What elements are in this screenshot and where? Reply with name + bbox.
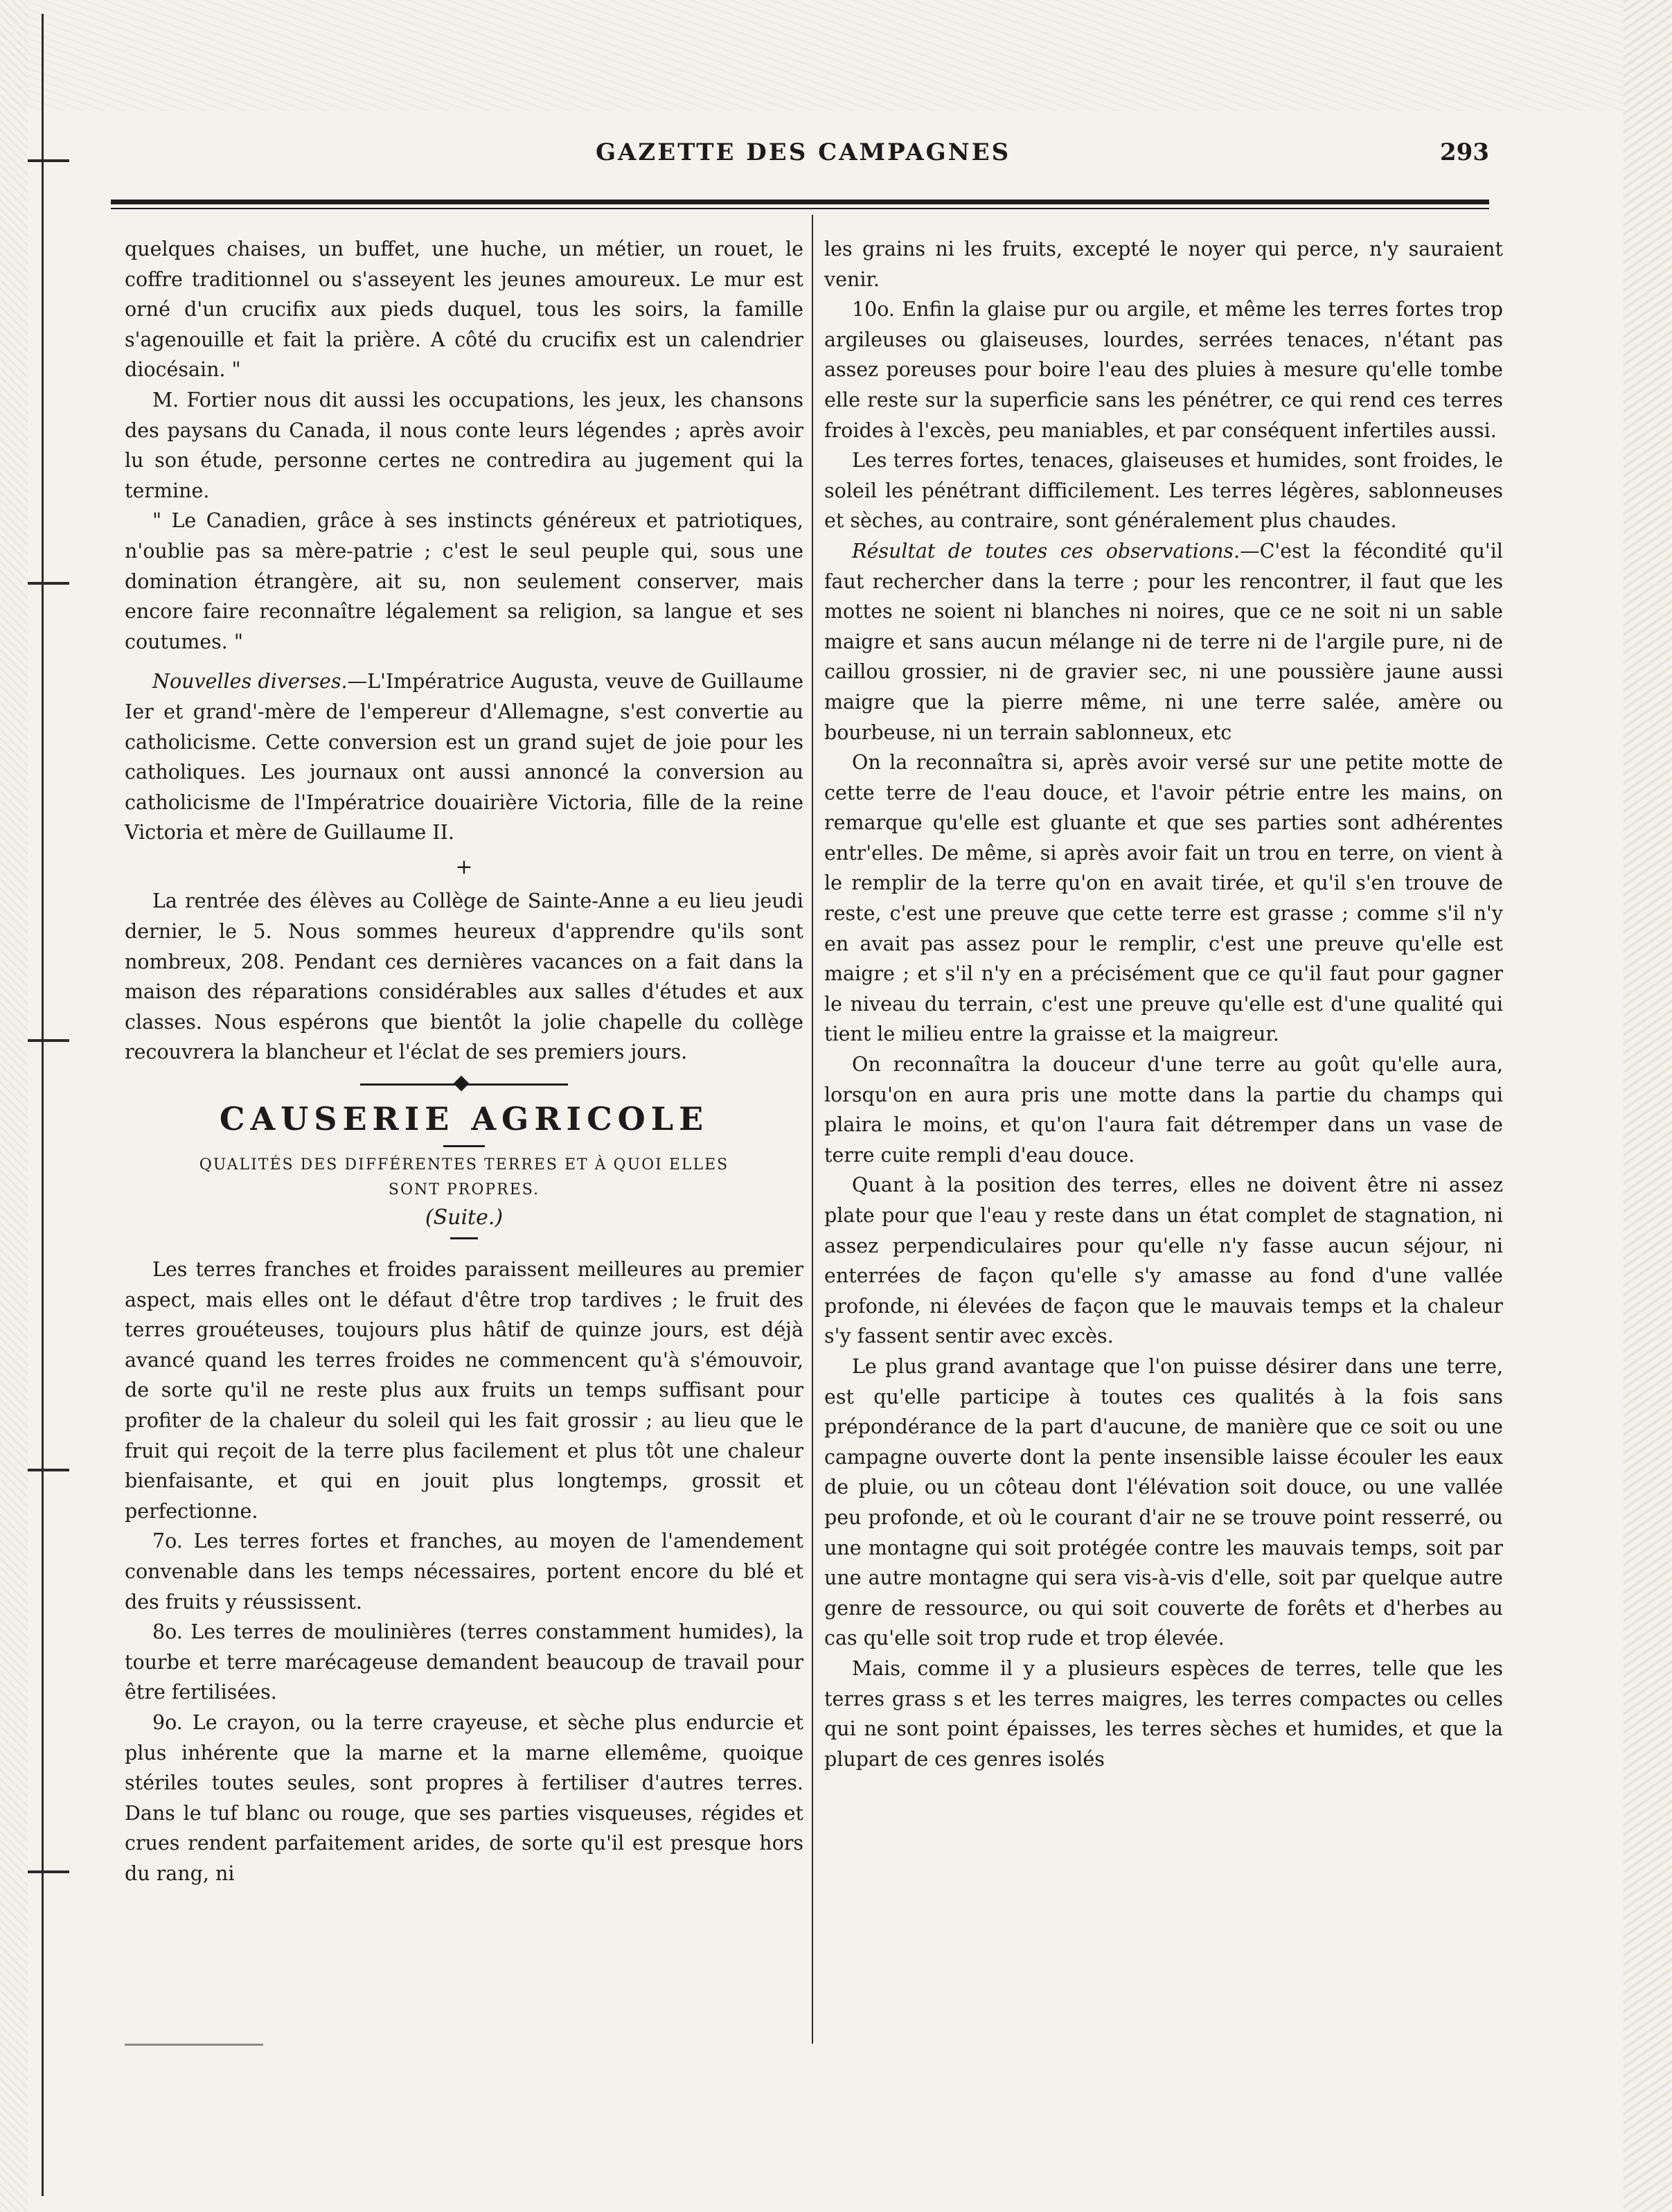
ornamental-rule [360,1077,568,1091]
paragraph: Les terres franches et froides paraissent meilleures au premier aspect, mais elles ont le défaut d'être trop tardives ; le fruit des terres grouéteuses, toujours plus hâtif de quinze jours, est déjà avancé quand les terres froides ne commencent qu'à s'émouvoir, de sorte qu'il ne reste plus aux fruits un temps suffisant pour profiter de la chaleur du soleil qui les fait grossir ; au lieu que le fruit qui reçoit de la terre plus facilement et plus tôt une chaleur bienfaisante, et qui en jouit plus longtemps, grossit et perfectionne. [125,1258,803,1523]
subheading: QUALITÉS DES DIFFÉRENTES TERRES ET À QUOI ELLES [199,1156,729,1174]
separator-cross: + [455,854,473,879]
page-header [111,139,1489,180]
paragraph: Les terres fortes, tenaces, glaiseuses et humides, sont froides, le soleil les pénétrant difficilement. Les terres légères, sablonneuses et sèches, au contraire, sont généralement plus chaudes. [824,449,1503,533]
column-divider [812,215,813,2044]
right-column [824,234,1503,1774]
paragraph: On reconnaîtra la douceur d'une terre au goût qu'elle aura, lorsqu'on en aura pris une motte dans la partie du champs qui plaira le moins, et qu'on l'aura fait détremper dans un vase de terre cuite rempli d'eau douce. [824,1053,1503,1167]
ornament-diamond [454,1076,470,1092]
paragraph: 7o. Les terres fortes et franches, au moyen de l'amendement convenable dans les temps nécessaires, portent encore du blé et des fruits y réussissent. [125,1530,803,1613]
section-dash [443,1145,485,1147]
header-rule-thin [111,208,1489,209]
left-column [125,234,803,1889]
header-rule-thick [111,200,1489,204]
section-dash [450,1237,478,1239]
page-number: 293 [1440,139,1489,166]
paragraph: Le plus grand avantage que l'on puisse désirer dans une terre, est qu'elle participe à toutes ces qualités à la fois sans prépondérance de la part d'aucune, de manière que ce soit ou une campagne ouverte dont la pente insensible laisse écouler les eaux de pluie, ou un côteau dont l'élévation soit douce, ou une vallée peu profonde, et où le courant d'air ne se trouve point resserré, ou une montagne qui soit protégée contre les mauvais temps, soit par une autre montagne qui sera vis-à-vis d'elle, soit par quelque autre genre de ressource, ou qui soit couverte de forêts et d'herbes au cas qu'elle soit trop rude et trop élevée. [824,1354,1503,1650]
paragraph: La rentrée des élèves au Collège de Sainte-Anne a eu lieu jeudi dernier, le 5. Nous sommes heureux d'apprendre qu'ils sont nombreux, 208. Pendant ces dernières vacances on a fait dans la maison des réparations considérables aux salles d'études et aux classes. Nous espérons que bientôt la jolie chapelle du collège recouvrera la blancheur et l'éclat de ses premiers jours. [125,890,803,1064]
binding-mark [28,159,69,162]
news-paragraph [125,666,803,848]
section-title: CAUSERIE AGRICOLE [219,1100,709,1138]
print-noise-top [0,0,1672,111]
binding-mark [28,582,69,585]
print-noise-left [0,0,28,2212]
paragraph: Mais, comme il y a plusieurs espèces de terres, telle que les terres grass s et les terres maigres, les terres compactes ou celles qui ne sont point épaisses, les terres sèches et humides, et que la plupart de ces genres isolés [824,1656,1503,1771]
print-noise-right [1624,0,1672,2212]
results-label: Résultat de toutes ces observations. [852,539,1240,563]
binding-mark [28,1870,69,1873]
subheading: SONT PROPRES. [388,1181,540,1199]
footer-mark [125,2044,263,2046]
paragraph: 10o. Enfin la glaise pur ou argile, et même les terres fortes trop argileuses ou glaiseuses, lourdes, serrées tenaces, n'étant pas assez poreuses pour boire l'eau des pluies à mesure qu'elle tombe elle reste sur la superficie sans les pénétrer, ce qui rend ces terres froides à l'excès, peu maniables, et par conséquent infertiles aussi. [824,298,1503,442]
news-label: Nouvelles diverses. [152,670,348,693]
paragraph: On la reconnaîtra si, après avoir versé sur une petite motte de cette terre de l'eau douce, et l'avoir pétrie entre les mains, on remarque qu'elle est gluante et que ses parties sont adhérentes entr'elles. De même, si après avoir fait un trou en terre, on vient à le remplir de la terre qu'on en avait tirée, et qu'il s'en trouve de reste, c'est une preuve que cette terre est grasse ; comme s'il n'y en avait pas assez pour le remplir, c'est une preuve qu'elle est maigre ; et s'il n'y en a précisément que ce qu'il faut pour gagner le niveau du terrain, c'est une preuve qu'elle est d'une qualité qui tient le milieu entre la graisse et la maigreur. [824,751,1503,1046]
paragraph: Quant à la position des terres, elles ne doivent être ni assez plate pour que l'eau y reste dans un état complet de stagnation, ni assez perpendiculaires pour qu'elle n'y fasse aucun séjour, ni enterrées de façon qu'elle s'y amasse au fond d'une vallée profonde, ni élevées de façon que le mauvais temps et la chaleur s'y fassent sentir avec excès. [824,1174,1503,1348]
publication-title: GAZETTE DES CAMPAGNES [596,139,1011,166]
paragraph: quelques chaises, un buffet, une huche, un métier, un rouet, le coffre traditionnel ou s'asseyent les jeunes amoureux. Le mur est orné d'un crucifix aux pieds duquel, tous les soirs, la famille s'agenouille et fait la prière. A côté du crucifix est un calendrier diocésain. " [125,238,803,382]
binding-mark [28,1039,69,1042]
binding-mark [28,1469,69,1471]
news-text: —L'Impératrice Augusta, veuve de Guillaume Ier et grand'-mère de l'empereur d'Allemagne, s'est convertie au catholicisme. Cette conversion est un grand sujet de joie pour les catholiques. Les journaux ont aussi annoncé la conversion au catholicisme de l'Impératrice douairière Victoria, fille de la reine Victoria et mère de Guillaume II. [125,670,804,844]
paragraph: " Le Canadien, grâce à ses instincts généreux et patriotiques, n'oublie pas sa mère-patrie ; c'est le seul peuple qui, sous une domination étrangère, ait su, non seulement conserver, mais encore faire reconnaître légalement sa religion, sa langue et ses coutumes. " [125,509,803,653]
paragraph: M. Fortier nous dit aussi les occupations, les jeux, les chansons des paysans du Canada, il nous conte leurs légendes ; après avoir lu son étude, personne certes ne contredira au jugement qui la termine. [125,388,803,502]
binding-edge-rule [42,14,44,2196]
paragraph: 8o. Les terres de moulinières (terres constamment humides), la tourbe et terre marécageuse demandent beaucoup de travail pour être fertilisées. [125,1620,803,1704]
results-text: —C'est la fécondité qu'il faut rechercher dans la terre ; pour les rencontrer, il faut que les mottes ne soient ni blanches ni noires, que ce ne soit ni un sable maigre et sans aucun mélange ni de terre ni de l'argile pure, ni de caillou grossier, ni de gravier sec, ni une poussière jaune aussi maigre que la pierre même, ni une terre salée, amère ou bourbeuse, ni un terrain sablonneux, etc [824,539,1503,744]
results-paragraph [824,536,1503,747]
paragraph: 9o. Le crayon, ou la terre crayeuse, et sèche plus endurcie et plus inhérente que la marne et la marne ellemême, quoique stériles toutes seules, sont propres à fertiliser d'autres terres. Dans le tuf blanc ou rouge, que ses parties visqueuses, régides et crues rendent parfaitement arides, de sorte qu'il est presque hors du rang, ni [125,1710,803,1885]
paragraph: les grains ni les fruits, excepté le noyer qui perce, n'y sauraient venir. [824,238,1503,291]
continuation-note: (Suite.) [425,1205,504,1230]
